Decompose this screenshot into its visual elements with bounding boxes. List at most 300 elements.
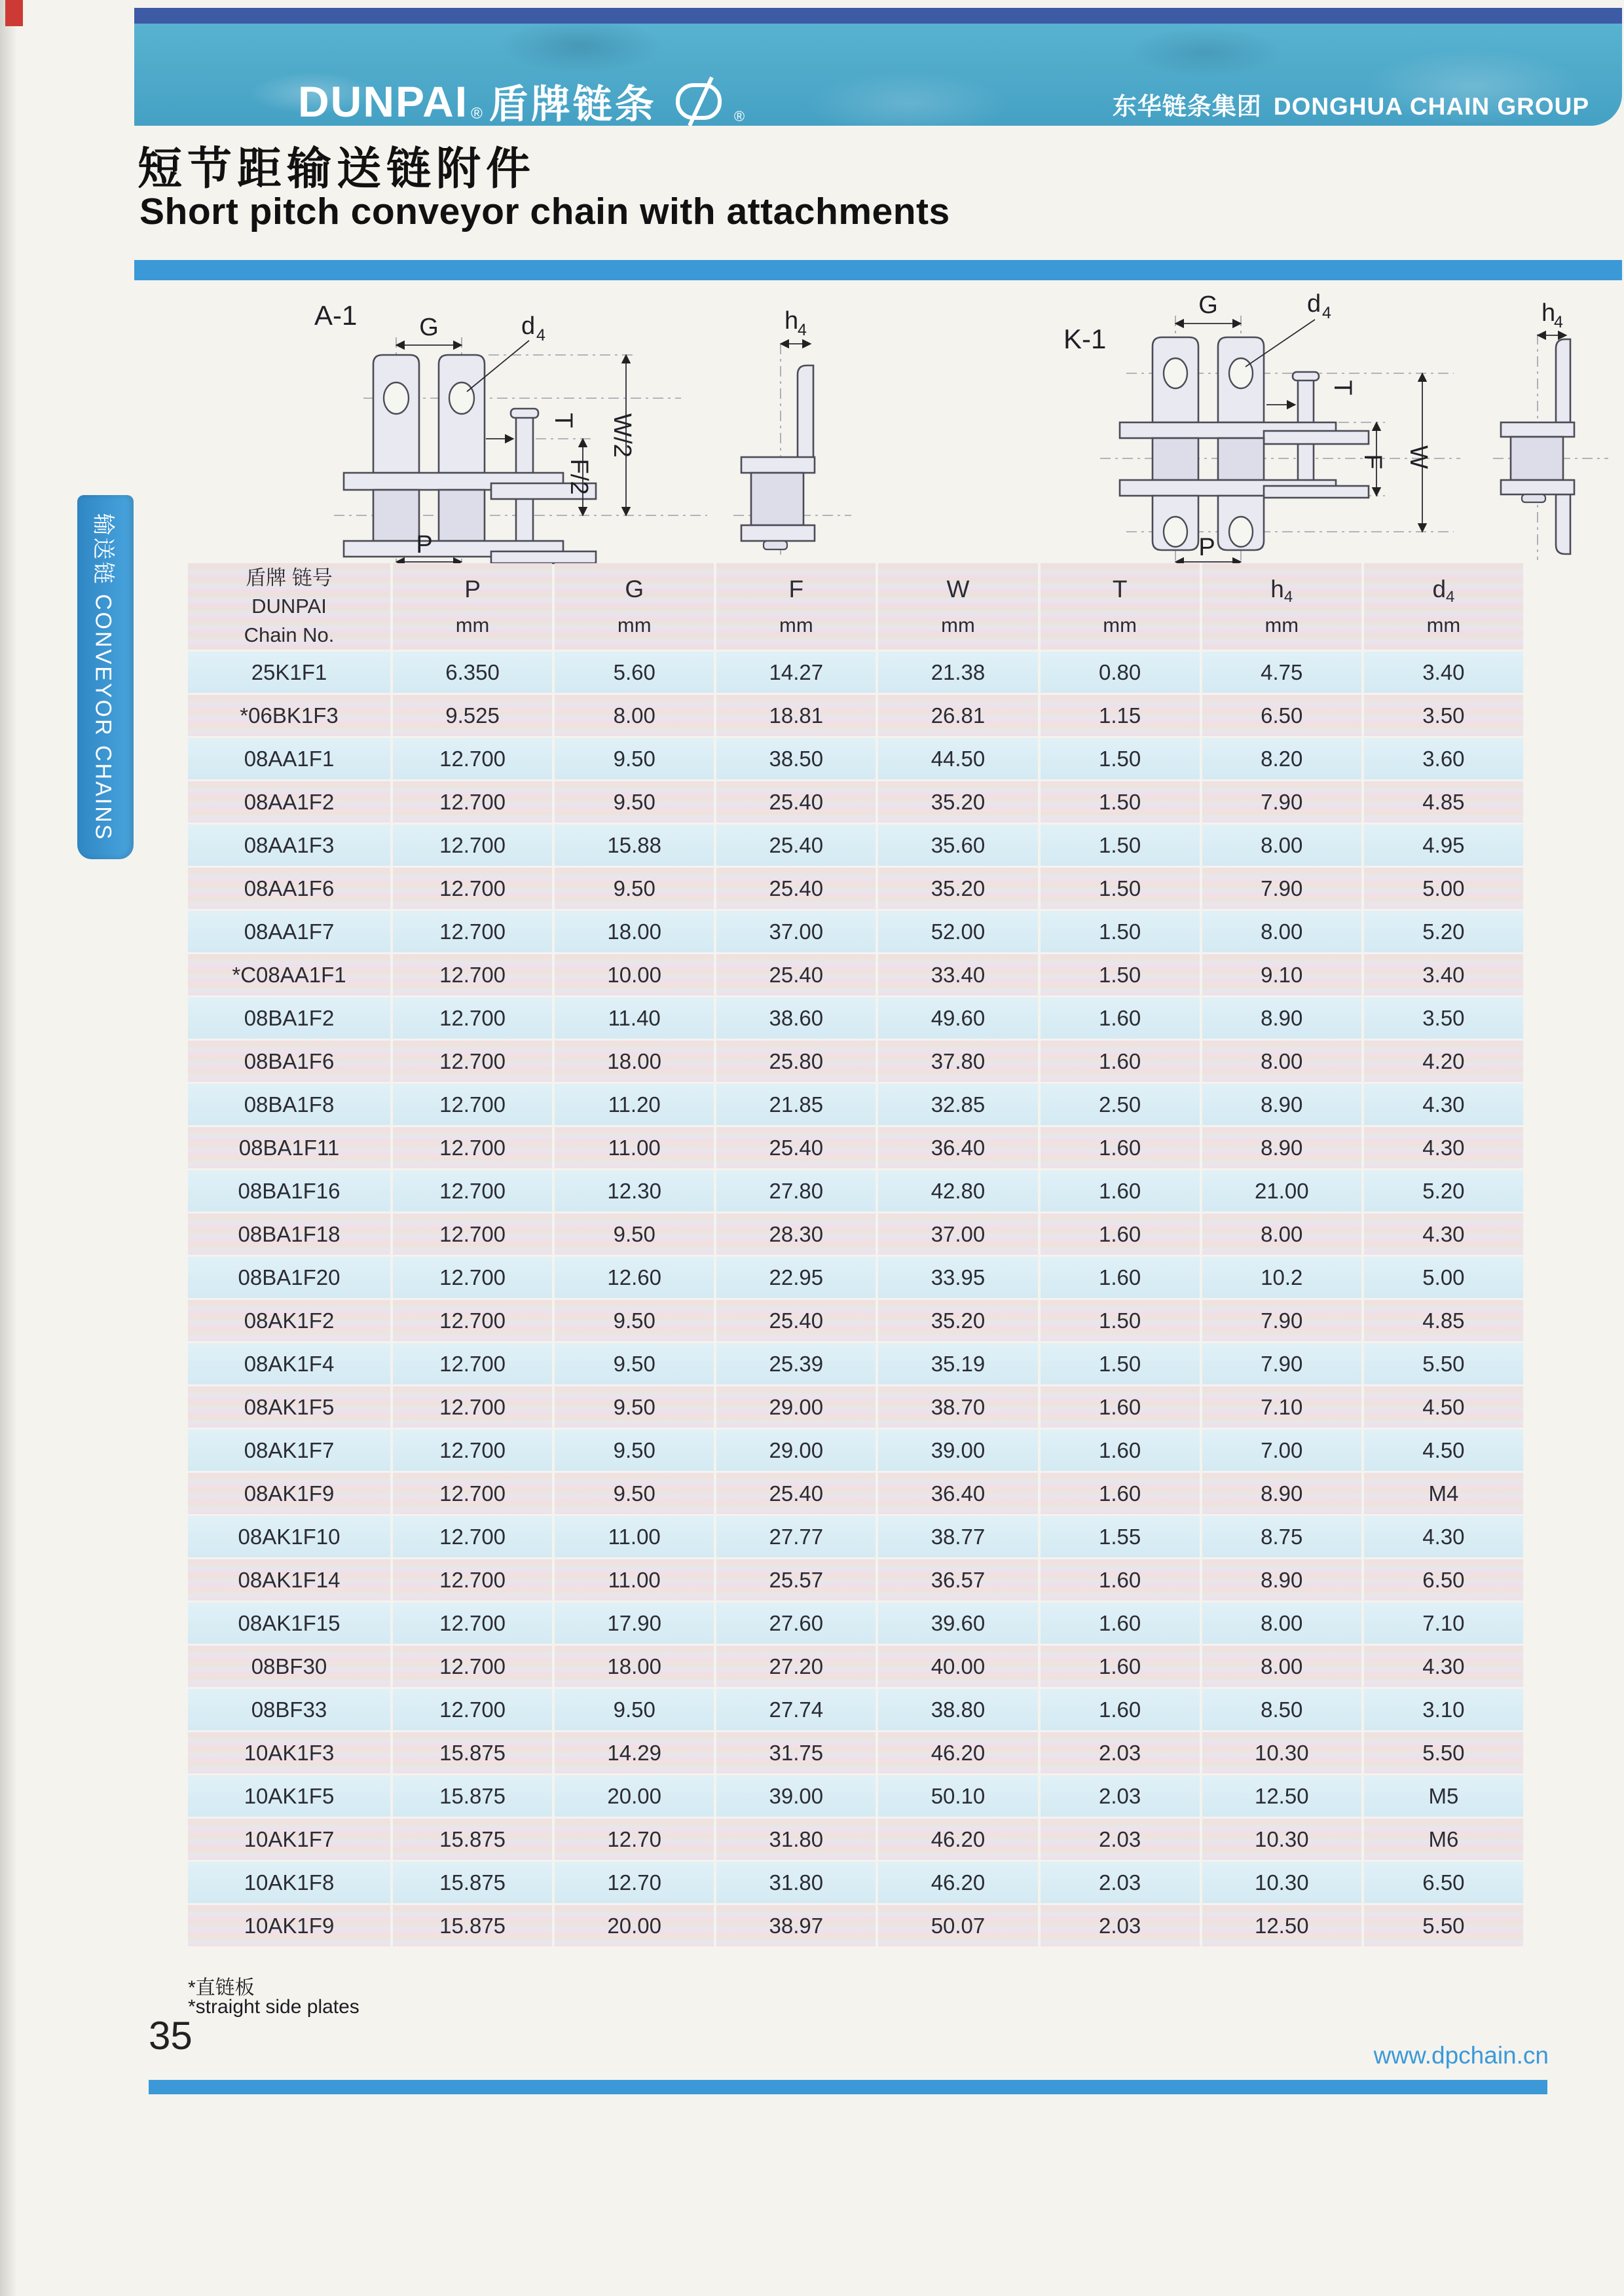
cell-t: 1.60 — [1041, 1213, 1200, 1255]
cell-t: 1.60 — [1041, 1646, 1200, 1687]
col-symbol: P — [464, 576, 481, 602]
cell-p: 12.700 — [393, 1127, 552, 1168]
cell-t: 2.03 — [1041, 1775, 1200, 1817]
cell-t: 2.03 — [1041, 1862, 1200, 1903]
cell-t: 1.60 — [1041, 1041, 1200, 1082]
cell-g: 9.50 — [555, 738, 714, 779]
table-row — [188, 1300, 1523, 1341]
cell-f: 25.80 — [716, 1041, 876, 1082]
cell-p: 12.700 — [393, 1084, 552, 1125]
cell-w: 35.20 — [878, 1300, 1037, 1341]
col-symbol: W — [946, 576, 970, 602]
page-number: 35 — [149, 2014, 193, 2058]
cell-chain-no: 08AK1F15 — [188, 1602, 390, 1644]
cell-g: 18.00 — [555, 1041, 714, 1082]
cell-f: 27.74 — [716, 1689, 876, 1730]
cell-d4: 3.60 — [1364, 738, 1523, 779]
table-row — [188, 1386, 1523, 1428]
diagram-k1-label: K-1 — [1063, 324, 1107, 354]
cell-p: 12.700 — [393, 1257, 552, 1298]
cell-h4: 8.90 — [1202, 1127, 1361, 1168]
cell-h4: 7.90 — [1202, 781, 1361, 823]
cell-g: 5.60 — [555, 652, 714, 693]
cell-w: 35.19 — [878, 1343, 1037, 1384]
table-row — [188, 1602, 1523, 1644]
dim-g-label: G — [1198, 291, 1218, 319]
diagram-k1 — [1035, 275, 1611, 566]
cell-f: 39.00 — [716, 1775, 876, 1817]
cell-f: 21.85 — [716, 1084, 876, 1125]
cell-f: 37.00 — [716, 911, 876, 952]
cell-h4: 9.10 — [1202, 954, 1361, 995]
cell-f: 31.80 — [716, 1862, 876, 1903]
cell-t: 1.60 — [1041, 1170, 1200, 1212]
footer-bar — [149, 2080, 1547, 2094]
table-row — [188, 1041, 1523, 1082]
col-unit: mm — [779, 614, 813, 637]
cell-d4: 3.50 — [1364, 997, 1523, 1039]
cell-p: 12.700 — [393, 868, 552, 909]
cell-g: 11.00 — [555, 1127, 714, 1168]
cell-w: 38.70 — [878, 1386, 1037, 1428]
col-header-d4 — [1364, 563, 1523, 650]
cell-h4: 10.30 — [1202, 1819, 1361, 1860]
table-row — [188, 1343, 1523, 1384]
dim-p-label: P — [1198, 534, 1215, 561]
registered-mark-icon: ® — [733, 108, 745, 124]
header-top-bar — [134, 8, 1622, 24]
cell-h4: 8.00 — [1202, 1602, 1361, 1644]
dim-d4-label: d — [1307, 290, 1321, 318]
cell-f: 25.40 — [716, 781, 876, 823]
sidebar-tab-label: 输送链 CONVEYOR CHAINS — [90, 513, 116, 842]
cell-p: 12.700 — [393, 911, 552, 952]
cell-g: 9.50 — [555, 1473, 714, 1514]
table-row — [188, 1905, 1523, 1946]
cell-h4: 8.00 — [1202, 1646, 1361, 1687]
col-header-g — [555, 563, 714, 650]
cell-h4: 6.50 — [1202, 695, 1361, 736]
cell-t: 1.60 — [1041, 1430, 1200, 1471]
cell-p: 12.700 — [393, 738, 552, 779]
cell-f: 29.00 — [716, 1386, 876, 1428]
cell-f: 25.40 — [716, 1300, 876, 1341]
col-symbol: G — [625, 576, 644, 602]
cell-f: 27.77 — [716, 1516, 876, 1557]
dim-w2-label: W/2 — [608, 413, 636, 458]
footnote-en: *straight side plates — [188, 1996, 360, 2018]
cell-w: 32.85 — [878, 1084, 1037, 1125]
cell-t: 1.55 — [1041, 1516, 1200, 1557]
cell-w: 38.77 — [878, 1516, 1037, 1557]
dim-g-label: G — [419, 314, 439, 341]
cell-h4: 7.90 — [1202, 1300, 1361, 1341]
table-row — [188, 1257, 1523, 1298]
table-row — [188, 997, 1523, 1039]
cell-f: 18.81 — [716, 695, 876, 736]
cell-t: 1.50 — [1041, 1300, 1200, 1341]
table-header-row — [188, 563, 1523, 650]
cell-g: 15.88 — [555, 824, 714, 866]
cell-p: 12.700 — [393, 997, 552, 1039]
table-row — [188, 824, 1523, 866]
cell-g: 18.00 — [555, 911, 714, 952]
cell-w: 46.20 — [878, 1862, 1037, 1903]
cell-p: 12.700 — [393, 1300, 552, 1341]
cell-w: 35.60 — [878, 824, 1037, 866]
cell-d4: 4.30 — [1364, 1213, 1523, 1255]
col-symbol: h — [1270, 576, 1284, 602]
group-name-en: DONGHUA CHAIN GROUP — [1273, 93, 1589, 120]
cell-chain-no: 08AK1F5 — [188, 1386, 390, 1428]
cell-d4: 5.00 — [1364, 868, 1523, 909]
cell-h4: 21.00 — [1202, 1170, 1361, 1212]
table-row — [188, 1689, 1523, 1730]
cell-t: 1.50 — [1041, 954, 1200, 995]
cell-p: 12.700 — [393, 1430, 552, 1471]
cell-h4: 4.75 — [1202, 652, 1361, 693]
table-row — [188, 1516, 1523, 1557]
cell-d4: 4.50 — [1364, 1430, 1523, 1471]
scan-edge-shadow — [0, 0, 17, 2296]
cell-t: 1.60 — [1041, 1257, 1200, 1298]
cell-chain-no: 10AK1F5 — [188, 1775, 390, 1817]
cell-d4: 4.30 — [1364, 1084, 1523, 1125]
cell-f: 29.00 — [716, 1430, 876, 1471]
cell-g: 9.50 — [555, 1300, 714, 1341]
cell-t: 1.50 — [1041, 781, 1200, 823]
cell-d4: 4.30 — [1364, 1516, 1523, 1557]
cell-f: 27.20 — [716, 1646, 876, 1687]
cell-t: 2.50 — [1041, 1084, 1200, 1125]
cell-g: 11.20 — [555, 1084, 714, 1125]
cell-w: 40.00 — [878, 1646, 1037, 1687]
cell-d4: 3.40 — [1364, 652, 1523, 693]
diagram-a1 — [275, 282, 864, 566]
cell-g: 9.50 — [555, 1386, 714, 1428]
cell-h4: 8.20 — [1202, 738, 1361, 779]
cell-w: 33.40 — [878, 954, 1037, 995]
cell-p: 12.700 — [393, 1689, 552, 1730]
cell-g: 11.40 — [555, 997, 714, 1039]
cell-h4: 8.90 — [1202, 1559, 1361, 1601]
cell-t: 1.50 — [1041, 824, 1200, 866]
cell-t: 1.60 — [1041, 1386, 1200, 1428]
col-symbol: T — [1112, 576, 1128, 602]
cell-w: 39.60 — [878, 1602, 1037, 1644]
table-row — [188, 911, 1523, 952]
cell-g: 12.30 — [555, 1170, 714, 1212]
table-row — [188, 695, 1523, 736]
cell-t: 1.15 — [1041, 695, 1200, 736]
cell-chain-no: 10AK1F7 — [188, 1819, 390, 1860]
cell-t: 1.60 — [1041, 997, 1200, 1039]
cell-d4: M6 — [1364, 1819, 1523, 1860]
cell-t: 0.80 — [1041, 652, 1200, 693]
table-row — [188, 1732, 1523, 1773]
cell-p: 15.875 — [393, 1732, 552, 1773]
cell-w: 36.40 — [878, 1473, 1037, 1514]
cell-g: 17.90 — [555, 1602, 714, 1644]
corner-registration-mark — [5, 0, 23, 26]
cell-d4: 4.30 — [1364, 1646, 1523, 1687]
chain-header-cn: 盾牌 链号 — [246, 566, 333, 589]
table-row — [188, 738, 1523, 779]
cell-chain-no: 08AK1F7 — [188, 1430, 390, 1471]
cell-p: 12.700 — [393, 781, 552, 823]
cell-h4: 8.90 — [1202, 1473, 1361, 1514]
cell-h4: 7.90 — [1202, 1343, 1361, 1384]
cell-chain-no: *06BK1F3 — [188, 695, 390, 736]
cell-chain-no: 08AK1F14 — [188, 1559, 390, 1601]
cell-d4: 5.50 — [1364, 1732, 1523, 1773]
cell-h4: 8.00 — [1202, 824, 1361, 866]
cell-t: 1.60 — [1041, 1602, 1200, 1644]
col-unit: mm — [941, 614, 975, 637]
table-row — [188, 1559, 1523, 1601]
cell-h4: 12.50 — [1202, 1905, 1361, 1946]
cell-f: 22.95 — [716, 1257, 876, 1298]
dim-p-label: P — [416, 531, 433, 559]
cell-g: 20.00 — [555, 1775, 714, 1817]
cell-h4: 7.00 — [1202, 1430, 1361, 1471]
cell-d4: 4.50 — [1364, 1386, 1523, 1428]
cell-p: 12.700 — [393, 1646, 552, 1687]
sidebar-tab-conveyor-chains — [77, 495, 134, 859]
cell-p: 12.700 — [393, 1343, 552, 1384]
cell-chain-no: 08AK1F4 — [188, 1343, 390, 1384]
cell-p: 9.525 — [393, 695, 552, 736]
cell-w: 21.38 — [878, 652, 1037, 693]
cell-d4: 4.20 — [1364, 1041, 1523, 1082]
cell-p: 12.700 — [393, 954, 552, 995]
cell-h4: 10.2 — [1202, 1257, 1361, 1298]
cell-chain-no: 08AA1F7 — [188, 911, 390, 952]
cell-d4: 6.50 — [1364, 1862, 1523, 1903]
cell-h4: 8.00 — [1202, 1213, 1361, 1255]
cell-g: 12.70 — [555, 1862, 714, 1903]
cell-chain-no: 08AK1F10 — [188, 1516, 390, 1557]
cell-chain-no: 25K1F1 — [188, 652, 390, 693]
registered-mark-icon: ® — [471, 105, 483, 122]
cell-chain-no: 08AA1F1 — [188, 738, 390, 779]
cell-t: 2.03 — [1041, 1732, 1200, 1773]
cell-f: 14.27 — [716, 652, 876, 693]
table-row — [188, 1430, 1523, 1471]
cell-w: 46.20 — [878, 1732, 1037, 1773]
cell-f: 27.80 — [716, 1170, 876, 1212]
cell-g: 14.29 — [555, 1732, 714, 1773]
cell-chain-no: 08BF30 — [188, 1646, 390, 1687]
cell-f: 25.40 — [716, 868, 876, 909]
cell-g: 12.70 — [555, 1819, 714, 1860]
cell-p: 12.700 — [393, 1041, 552, 1082]
spec-table-body — [188, 652, 1523, 1946]
cell-d4: 7.10 — [1364, 1602, 1523, 1644]
cell-w: 36.40 — [878, 1127, 1037, 1168]
col-unit: mm — [617, 614, 652, 637]
cell-p: 12.700 — [393, 1559, 552, 1601]
cell-p: 15.875 — [393, 1862, 552, 1903]
cell-t: 2.03 — [1041, 1905, 1200, 1946]
cell-h4: 8.90 — [1202, 997, 1361, 1039]
col-header-h4 — [1202, 563, 1361, 650]
table-row — [188, 868, 1523, 909]
cell-w: 35.20 — [878, 781, 1037, 823]
dim-d4-sub: 4 — [536, 326, 545, 344]
table-row — [188, 1862, 1523, 1903]
footnote-cn: *直链板 — [188, 1977, 255, 1999]
cell-chain-no: 10AK1F3 — [188, 1732, 390, 1773]
dim-d4-label: d — [521, 312, 536, 340]
table-row — [188, 1819, 1523, 1860]
cell-chain-no: 10AK1F9 — [188, 1905, 390, 1946]
cell-chain-no: *C08AA1F1 — [188, 954, 390, 995]
cell-f: 25.40 — [716, 954, 876, 995]
cell-chain-no: 08BA1F6 — [188, 1041, 390, 1082]
cell-w: 42.80 — [878, 1170, 1037, 1212]
table-row — [188, 954, 1523, 995]
cell-p: 12.700 — [393, 1602, 552, 1644]
table-row — [188, 781, 1523, 823]
cell-g: 18.00 — [555, 1646, 714, 1687]
cell-w: 39.00 — [878, 1430, 1037, 1471]
cell-w: 49.60 — [878, 997, 1037, 1039]
cell-w: 33.95 — [878, 1257, 1037, 1298]
cell-p: 6.350 — [393, 652, 552, 693]
col-header-f — [716, 563, 876, 650]
col-symbol-sub: 4 — [1446, 588, 1455, 606]
cell-w: 37.80 — [878, 1041, 1037, 1082]
col-unit: mm — [1103, 614, 1137, 637]
diagram-a1-label: A-1 — [314, 300, 358, 331]
cell-w: 36.57 — [878, 1559, 1037, 1601]
dim-h4-sub: 4 — [1554, 313, 1563, 331]
cell-f: 38.60 — [716, 997, 876, 1039]
dim-t-label: T — [1329, 380, 1356, 396]
dim-h4-label: h — [784, 307, 799, 335]
cell-w: 52.00 — [878, 911, 1037, 952]
cell-d4: 5.50 — [1364, 1905, 1523, 1946]
table-row — [188, 652, 1523, 693]
cell-d4: 5.00 — [1364, 1257, 1523, 1298]
col-symbol: d — [1432, 576, 1447, 602]
cell-d4: 5.20 — [1364, 1170, 1523, 1212]
cell-f: 38.97 — [716, 1905, 876, 1946]
col-header-w — [878, 563, 1037, 650]
table-row — [188, 1473, 1523, 1514]
cell-t: 1.50 — [1041, 738, 1200, 779]
cell-d4: 6.50 — [1364, 1559, 1523, 1601]
cell-f: 31.75 — [716, 1732, 876, 1773]
brand-name-en: DUNPAI — [298, 77, 469, 126]
cell-p: 15.875 — [393, 1819, 552, 1860]
cell-d4: 3.50 — [1364, 695, 1523, 736]
cell-f: 25.39 — [716, 1343, 876, 1384]
col-header-p — [393, 563, 552, 650]
cell-chain-no: 08AK1F9 — [188, 1473, 390, 1514]
cell-p: 15.875 — [393, 1905, 552, 1946]
col-unit: mm — [455, 614, 490, 637]
table-row — [188, 1127, 1523, 1168]
cell-d4: 5.20 — [1364, 911, 1523, 952]
spec-table — [185, 561, 1526, 1948]
col-unit: mm — [1264, 614, 1299, 637]
website-url: www.dpchain.cn — [1373, 2042, 1549, 2069]
cell-chain-no: 08AA1F3 — [188, 824, 390, 866]
cell-w: 26.81 — [878, 695, 1037, 736]
cell-f: 25.57 — [716, 1559, 876, 1601]
cell-d4: 4.30 — [1364, 1127, 1523, 1168]
cell-w: 44.50 — [878, 738, 1037, 779]
cell-h4: 10.30 — [1202, 1862, 1361, 1903]
group-name — [1113, 86, 1589, 122]
cell-h4: 10.30 — [1202, 1732, 1361, 1773]
cell-g: 9.50 — [555, 1213, 714, 1255]
cell-t: 1.60 — [1041, 1689, 1200, 1730]
cell-h4: 8.50 — [1202, 1689, 1361, 1730]
cell-f: 28.30 — [716, 1213, 876, 1255]
cell-g: 9.50 — [555, 868, 714, 909]
cell-t: 1.50 — [1041, 868, 1200, 909]
cell-chain-no: 08BF33 — [188, 1689, 390, 1730]
cell-g: 9.50 — [555, 1430, 714, 1471]
dim-t-label: T — [549, 413, 577, 428]
cell-chain-no: 08BA1F2 — [188, 997, 390, 1039]
cell-chain-no: 08BA1F20 — [188, 1257, 390, 1298]
cell-w: 37.00 — [878, 1213, 1037, 1255]
cell-d4: 4.95 — [1364, 824, 1523, 866]
table-row — [188, 1213, 1523, 1255]
cell-chain-no: 08AK1F2 — [188, 1300, 390, 1341]
dim-h4-sub: 4 — [798, 321, 807, 339]
cell-f: 25.40 — [716, 824, 876, 866]
cell-w: 38.80 — [878, 1689, 1037, 1730]
cell-chain-no: 08AA1F6 — [188, 868, 390, 909]
cell-t: 1.60 — [1041, 1473, 1200, 1514]
col-unit: mm — [1426, 614, 1461, 637]
cell-h4: 7.10 — [1202, 1386, 1361, 1428]
col-header-t — [1041, 563, 1200, 650]
cell-g: 10.00 — [555, 954, 714, 995]
cell-g: 8.00 — [555, 695, 714, 736]
cell-d4: 4.85 — [1364, 1300, 1523, 1341]
cell-d4: 5.50 — [1364, 1343, 1523, 1384]
cell-t: 1.50 — [1041, 1343, 1200, 1384]
cell-g: 20.00 — [555, 1905, 714, 1946]
group-name-cn: 东华链条集团 — [1112, 93, 1262, 120]
brand-row — [298, 72, 745, 131]
dim-f2-label: F/2 — [565, 458, 593, 495]
dim-f-label: F — [1359, 454, 1386, 470]
cell-w: 50.07 — [878, 1905, 1037, 1946]
table-row — [188, 1775, 1523, 1817]
cell-h4: 8.90 — [1202, 1084, 1361, 1125]
cell-t: 1.60 — [1041, 1559, 1200, 1601]
cell-d4: 4.85 — [1364, 781, 1523, 823]
cell-g: 11.00 — [555, 1516, 714, 1557]
cell-p: 12.700 — [393, 824, 552, 866]
cell-chain-no: 10AK1F8 — [188, 1862, 390, 1903]
cell-p: 12.700 — [393, 1473, 552, 1514]
cell-chain-no: 08BA1F16 — [188, 1170, 390, 1212]
cell-w: 50.10 — [878, 1775, 1037, 1817]
cell-w: 46.20 — [878, 1819, 1037, 1860]
cell-d4: M4 — [1364, 1473, 1523, 1514]
cell-chain-no: 08BA1F8 — [188, 1084, 390, 1125]
cell-p: 12.700 — [393, 1516, 552, 1557]
cell-f: 25.40 — [716, 1127, 876, 1168]
